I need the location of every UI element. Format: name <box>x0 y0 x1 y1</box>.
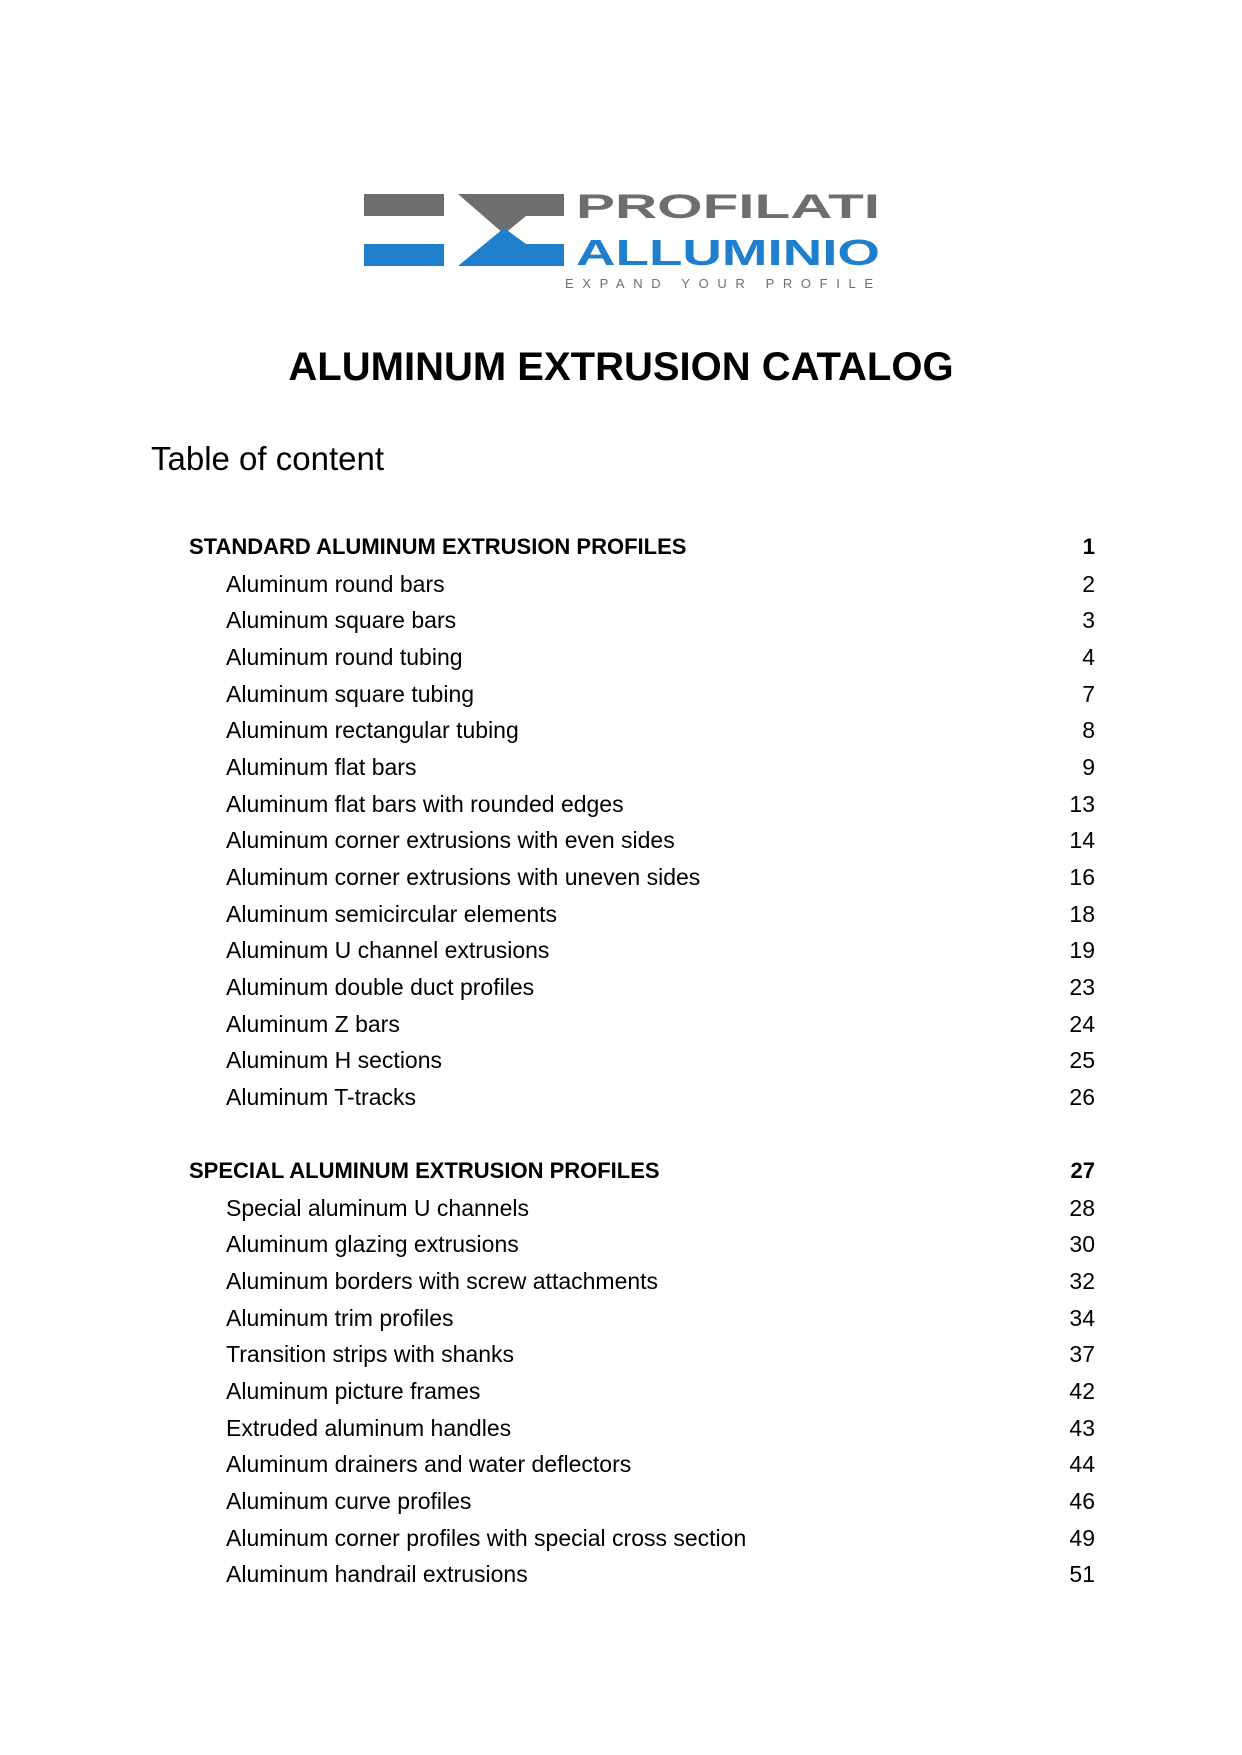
logo-line1: PROFILATI <box>576 194 880 226</box>
toc-entry-label: Aluminum flat bars with rounded edges <box>226 790 624 817</box>
toc-entry-label: Aluminum picture frames <box>226 1377 481 1404</box>
toc-page-number: 19 <box>1069 937 1095 964</box>
toc-heading: Table of content <box>151 440 384 477</box>
toc-page-number: 46 <box>1069 1488 1095 1515</box>
toc-entry-label: Aluminum flat bars <box>226 753 417 780</box>
toc-page-number: 18 <box>1069 900 1095 927</box>
page-title: ALUMINUM EXTRUSION CATALOG <box>288 345 954 389</box>
toc-entry[interactable] <box>189 749 1095 786</box>
toc-entry-label: Aluminum square tubing <box>226 680 475 707</box>
toc-entry[interactable] <box>189 1190 1095 1227</box>
toc-entry[interactable] <box>189 969 1095 1006</box>
toc-section-title: SPECIAL ALUMINUM EXTRUSION PROFILES <box>189 1158 660 1184</box>
toc-entry-label: Aluminum rectangular tubing <box>226 717 519 744</box>
toc-entry-label: Aluminum Z bars <box>226 1010 400 1037</box>
toc-entry-label: Special aluminum U channels <box>226 1194 529 1221</box>
toc-page-number: 28 <box>1069 1194 1095 1221</box>
toc-page-number: 8 <box>1082 717 1095 744</box>
logo-gray-chevron <box>458 194 564 234</box>
toc-entry[interactable] <box>189 1079 1095 1116</box>
toc-page-number: 13 <box>1069 790 1095 817</box>
toc-entry-label: Aluminum square bars <box>226 607 457 634</box>
toc-entry-label: Transition strips with shanks <box>226 1341 515 1368</box>
toc-page-number: 7 <box>1082 680 1095 707</box>
toc-entry-label: Aluminum semicircular elements <box>226 900 558 927</box>
toc-section <box>189 1153 1095 1593</box>
toc-entry[interactable] <box>189 823 1095 860</box>
logo-tagline: EXPAND YOUR PROFILE <box>565 276 877 290</box>
toc-page-number: 9 <box>1082 753 1095 780</box>
toc-page-number: 42 <box>1069 1377 1095 1404</box>
toc-entry[interactable] <box>189 933 1095 970</box>
toc-page-number: 32 <box>1069 1267 1095 1294</box>
toc-entry-label: Aluminum curve profiles <box>226 1488 472 1515</box>
toc-entry-label: Aluminum U channel extrusions <box>226 937 550 964</box>
toc-entry-label: Aluminum corner extrusions with uneven sides <box>226 864 701 891</box>
toc-page-number: 24 <box>1069 1010 1095 1037</box>
toc-entry-label: Aluminum round tubing <box>226 643 463 670</box>
toc-page-number: 27 <box>1070 1158 1095 1184</box>
toc-page-number: 44 <box>1069 1451 1095 1478</box>
toc-page-number: 34 <box>1069 1304 1095 1331</box>
toc-entry[interactable] <box>189 639 1095 676</box>
toc-entry[interactable] <box>189 676 1095 713</box>
toc-entry[interactable] <box>189 1520 1095 1557</box>
toc-entry-label: Aluminum corner extrusions with even sides <box>226 827 675 854</box>
toc-entry[interactable] <box>189 1006 1095 1043</box>
toc-page-number: 37 <box>1069 1341 1095 1368</box>
toc-entry-label: Aluminum T-tracks <box>226 1084 417 1111</box>
toc-entry[interactable] <box>189 1043 1095 1080</box>
toc-entry-label: Aluminum corner profiles with special cross section <box>226 1524 747 1551</box>
toc-page-number: 51 <box>1069 1561 1095 1588</box>
toc-entry[interactable] <box>189 602 1095 639</box>
toc-entry[interactable] <box>189 859 1095 896</box>
toc-entry[interactable] <box>189 1300 1095 1337</box>
toc-entry[interactable] <box>189 896 1095 933</box>
toc-entry[interactable] <box>189 566 1095 603</box>
toc-entry-label: Extruded aluminum handles <box>226 1414 512 1441</box>
toc-page-number: 25 <box>1069 1047 1095 1074</box>
toc-entry[interactable] <box>189 1226 1095 1263</box>
toc-page-number: 3 <box>1082 607 1095 634</box>
toc-page-number: 14 <box>1069 827 1095 854</box>
logo-blue-chevron <box>458 228 564 266</box>
toc-page-number: 1 <box>1082 534 1095 560</box>
toc-entry-label: Aluminum drainers and water deflectors <box>226 1451 632 1478</box>
logo-line2: ALLUMINIO <box>576 232 880 273</box>
toc-entry[interactable] <box>189 712 1095 749</box>
toc-entry-label: Aluminum round bars <box>226 570 445 597</box>
toc-section <box>189 529 1095 1116</box>
toc-page-number: 16 <box>1069 864 1095 891</box>
toc-entry[interactable] <box>189 1557 1095 1594</box>
toc-entry-label: Aluminum borders with screw attachments <box>226 1267 659 1294</box>
toc-entry[interactable] <box>189 1373 1095 1410</box>
toc-entry-label: Aluminum handrail extrusions <box>226 1561 528 1588</box>
toc-section-heading[interactable] <box>189 1153 1095 1190</box>
toc-page-number: 49 <box>1069 1524 1095 1551</box>
toc-page-number: 43 <box>1069 1414 1095 1441</box>
toc-page-number: 26 <box>1069 1084 1095 1111</box>
toc-entry-label: Aluminum H sections <box>226 1047 443 1074</box>
toc-entry[interactable] <box>189 786 1095 823</box>
logo-blue-bar <box>364 244 444 266</box>
toc-page-number: 2 <box>1082 570 1095 597</box>
toc-entry[interactable] <box>189 1263 1095 1300</box>
toc-entry-label: Aluminum glazing extrusions <box>226 1231 519 1258</box>
brand-logo <box>364 194 882 290</box>
toc-entry[interactable] <box>189 1410 1095 1447</box>
logo-gray-bar <box>364 194 444 216</box>
toc-section-heading[interactable] <box>189 529 1095 566</box>
toc-entry-label: Aluminum double duct profiles <box>226 974 535 1001</box>
toc-page-number: 4 <box>1082 643 1095 670</box>
toc-page-number: 30 <box>1069 1231 1095 1258</box>
toc-entry-label: Aluminum trim profiles <box>226 1304 454 1331</box>
toc-entry[interactable] <box>189 1447 1095 1484</box>
toc-page-number: 23 <box>1069 974 1095 1001</box>
toc-entry[interactable] <box>189 1483 1095 1520</box>
toc-section-title: STANDARD ALUMINUM EXTRUSION PROFILES <box>189 534 687 560</box>
toc-entry[interactable] <box>189 1336 1095 1373</box>
table-of-contents <box>189 529 1095 1630</box>
